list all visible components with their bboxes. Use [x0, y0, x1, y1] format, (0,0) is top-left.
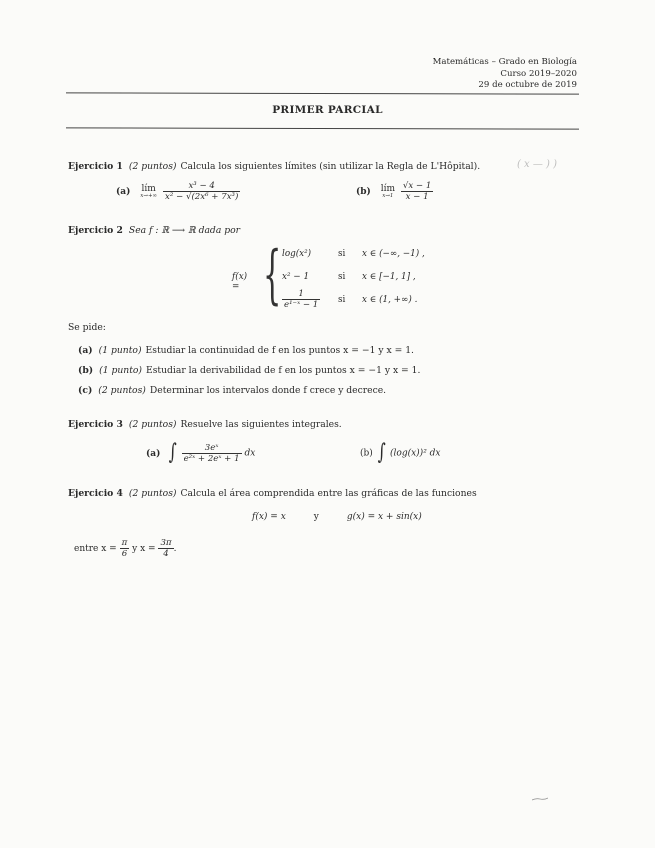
exercise-2-item-a: (a) (1 punto) Estudiar la continuidad de f en los puntos x = −1 y x = 1.: [78, 345, 414, 356]
limit-b-numerator: √x − 1: [402, 181, 432, 191]
se-pide: Se pide:: [68, 322, 106, 333]
integral-a: (a) ∫ $\frac{\text{3eˣ}}{\text{e²ˣ + 2eˣ + 1}}$ dx: [146, 440, 256, 465]
top-rule: [66, 92, 579, 94]
limit-a-numerator: x³ − 4: [163, 181, 240, 192]
exercise-2-text: Sea f : ℝ ⟶ ℝ dada por: [128, 225, 241, 236]
limit-a-fraction: [163, 181, 240, 202]
title-rule: [66, 127, 579, 129]
limit-b-denominator: x − 1: [405, 192, 429, 202]
exercise-3-heading: [68, 419, 342, 430]
limit-b: [356, 181, 433, 202]
exercise-2-label: Ejercicio 2: [68, 225, 123, 236]
pencil-scribble: ( x — ) ): [516, 159, 557, 170]
function-f: f(x) = x: [252, 512, 286, 522]
upper-bound: $\frac{3\pi}{4}$: [160, 538, 172, 559]
case-2: x² − 1 si x ∈ [−1, 1] ,: [282, 272, 416, 282]
course-subject: Matemáticas – Grado en Biología: [432, 57, 577, 67]
limit-a: [116, 181, 240, 202]
exercise-1-text: Calcula los siguientes límites (sin utilizar la Regla de L'Hôpital).: [180, 161, 481, 172]
exercise-2-item-b: (b) (1 punto) Estudiar la derivabilidad de f en los puntos x = −1 y x = 1.: [78, 365, 421, 376]
exam-title: PRIMER PARCIAL: [272, 104, 383, 116]
exam-date: 29 de octubre de 2019: [478, 80, 577, 90]
exercise-4-points: (2 puntos): [128, 488, 177, 499]
exercise-1-label: Ejercicio 1: [68, 161, 123, 172]
integral-b: (b) ∫ (log(x))² dx: [360, 440, 441, 465]
course-header: [433, 57, 577, 92]
exercise-2-item-c: (c) (2 puntos) Determinar los intervalos donde f crece y decrece.: [78, 385, 387, 396]
exercise-4-label: Ejercicio 4: [68, 488, 123, 499]
case-1: log(x²) si x ∈ (−∞, −1) ,: [282, 249, 425, 259]
functions-line: f(x) = x y g(x) = x + sin(x): [252, 512, 422, 522]
integral-sign: ∫: [377, 440, 386, 465]
case-3: $\frac{1}{\text{e¹⁻ˣ − 1}}$ si x ∈ (1, +∞) .: [284, 289, 418, 310]
exercise-2-heading: [68, 225, 240, 236]
function-name: f(x) =: [232, 272, 248, 292]
exercise-1-heading: [68, 161, 480, 172]
exercise-4-heading: [68, 488, 477, 499]
interval-line: entre x = $\frac{\pi}{6}$ y x = $\frac{3\pi}{4}$ .: [74, 538, 177, 559]
case-3-fraction: $\frac{1}{\text{e¹⁻ˣ − 1}}$: [284, 289, 319, 310]
pen-mark: [532, 797, 548, 801]
lower-bound: $\frac{\pi}{6}$: [121, 538, 128, 559]
limit-a-denominator: x² − √(2x⁶ + 7x³): [165, 192, 239, 202]
exercise-3-label: Ejercicio 3: [68, 419, 123, 430]
limit-b-operator: lím x→1: [380, 184, 395, 199]
integral-sign: ∫: [168, 440, 177, 465]
exercise-3-points: (2 puntos): [128, 419, 177, 430]
course-year: Curso 2019–2020: [500, 68, 577, 79]
exercise-1-points: (2 puntos): [128, 161, 177, 172]
integral-a-fraction: $\frac{\text{3eˣ}}{\text{e²ˣ + 2eˣ + 1}}$: [183, 442, 240, 464]
limit-b-fraction: [401, 181, 433, 202]
limit-b-label: (b): [356, 187, 371, 197]
function-g: g(x) = x + sin(x): [346, 512, 422, 522]
limit-a-operator: lím x→+∞: [140, 184, 158, 199]
exercise-4-text: Calcula el área comprendida entre las gráficas de las funciones: [180, 488, 477, 499]
limit-a-label: (a): [116, 187, 131, 197]
left-brace: {: [263, 238, 282, 312]
exercise-3-text: Resuelve las siguientes integrales.: [180, 419, 342, 430]
